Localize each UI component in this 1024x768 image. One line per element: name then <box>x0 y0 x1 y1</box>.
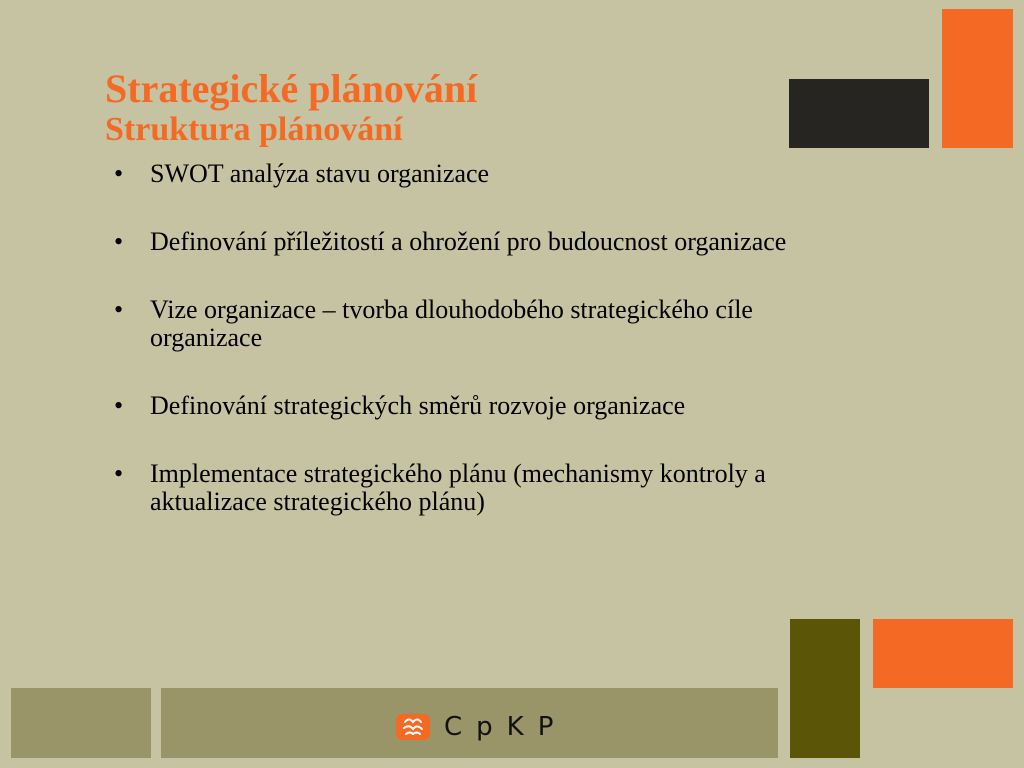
bullet-text: Implementace strategického plánu (mechanismy kontroly a aktualizace strategického plánu) <box>150 459 766 516</box>
cpkp-logo <box>396 712 567 742</box>
list-item <box>110 160 790 188</box>
slide-title: Strategické plánování <box>105 66 478 111</box>
bullet-text: Vize organizace – tvorba dlouhodobého strategického cíle organizace <box>150 295 753 352</box>
decor-orange-block-bottom <box>873 619 1013 688</box>
bullet-text: SWOT analýza stavu organizace <box>150 159 490 188</box>
bullet-text: Definování strategických směrů rozvoje organizace <box>150 391 686 420</box>
bullet-list <box>110 160 790 556</box>
cpkp-logo-text: CpKP <box>444 712 568 742</box>
list-item <box>110 296 790 352</box>
bullet-text: Definování příležitostí a ohrožení pro budoucnost organizace <box>150 227 787 256</box>
bullet-marker: • <box>114 459 124 488</box>
decor-orange-block-top <box>942 9 1013 148</box>
bullet-marker: • <box>114 227 124 256</box>
list-item <box>110 460 790 516</box>
list-item <box>110 392 790 420</box>
decor-gray-block-left <box>11 688 151 758</box>
bullet-marker: • <box>114 295 124 324</box>
list-item <box>110 228 790 256</box>
cpkp-logo-icon <box>396 714 430 740</box>
slide-subtitle: Struktura plánování <box>105 111 403 148</box>
decor-dark-block-top <box>789 79 929 148</box>
decor-olive-block-bottom <box>790 619 860 758</box>
bullet-marker: • <box>114 391 124 420</box>
bullet-marker: • <box>114 159 124 188</box>
